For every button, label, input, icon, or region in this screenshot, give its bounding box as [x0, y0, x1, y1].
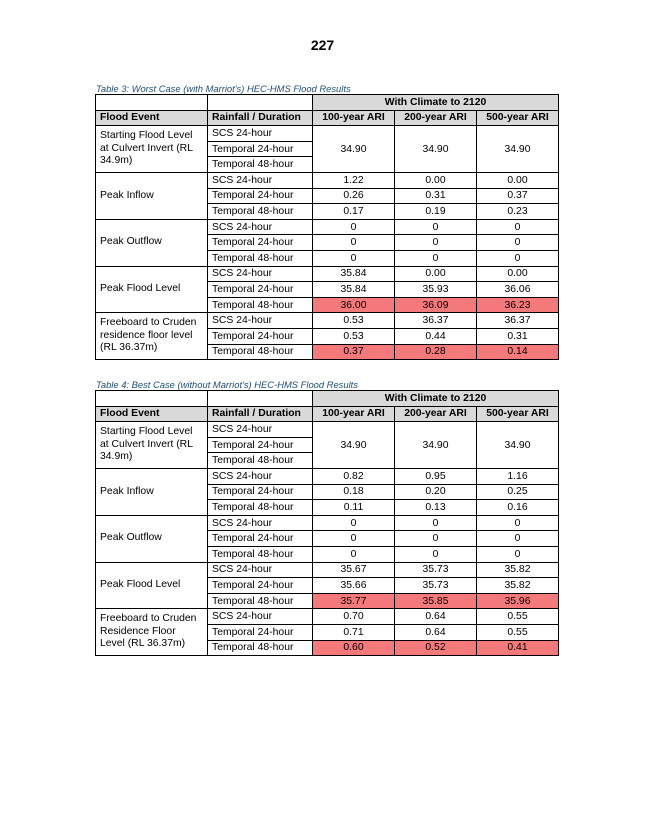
duration-cell: Temporal 48-hour — [208, 453, 313, 469]
duration-cell: SCS 24-hour — [208, 313, 313, 329]
table-row — [96, 266, 559, 282]
duration-cell: Temporal 48-hour — [208, 593, 313, 609]
duration-cell: SCS 24-hour — [208, 515, 313, 531]
value-cell: 1.16 — [477, 468, 559, 484]
value-cell: 0.00 — [477, 172, 559, 188]
table-row — [96, 422, 559, 438]
value-cell: 35.84 — [313, 266, 395, 282]
table4-best-case — [95, 390, 559, 656]
duration-cell: Temporal 24-hour — [208, 484, 313, 500]
value-cell: 35.93 — [395, 282, 477, 298]
value-cell: 35.73 — [395, 562, 477, 578]
value-cell: 35.82 — [477, 578, 559, 594]
table-row — [96, 468, 559, 484]
value-cell: 36.37 — [477, 313, 559, 329]
highlighted-value-cell: 36.09 — [395, 297, 477, 313]
value-cell: 0 — [477, 235, 559, 251]
table-row — [96, 172, 559, 188]
duration-cell: SCS 24-hour — [208, 219, 313, 235]
table-row — [96, 609, 559, 625]
duration-cell: SCS 24-hour — [208, 126, 313, 142]
value-cell: 0 — [313, 515, 395, 531]
duration-cell: Temporal 24-hour — [208, 531, 313, 547]
duration-cell: Temporal 48-hour — [208, 157, 313, 173]
flood-event-cell: Peak Outflow — [96, 219, 208, 266]
ari-200-header: 200-year ARI — [395, 406, 477, 422]
value-cell: 0.37 — [477, 188, 559, 204]
value-cell: 0.00 — [395, 172, 477, 188]
value-cell: 35.73 — [395, 578, 477, 594]
value-cell: 0 — [313, 546, 395, 562]
duration-cell: SCS 24-hour — [208, 562, 313, 578]
climate-group-header: With Climate to 2120 — [313, 391, 559, 407]
value-cell: 0.20 — [395, 484, 477, 500]
table3-worst-case — [95, 94, 559, 360]
ari-500-header: 500-year ARI — [477, 406, 559, 422]
rainfall-duration-header: Rainfall / Duration — [208, 406, 313, 422]
duration-cell: Temporal 24-hour — [208, 624, 313, 640]
table4-group-header-row — [96, 391, 559, 407]
value-cell: 0.00 — [395, 266, 477, 282]
flood-event-cell: Freeboard to Cruden Residence Floor Level (RL 36.37m) — [96, 609, 208, 656]
value-cell: 34.90 — [313, 126, 395, 173]
highlighted-value-cell: 35.85 — [395, 593, 477, 609]
value-cell: 0.00 — [477, 266, 559, 282]
duration-cell: Temporal 48-hour — [208, 546, 313, 562]
header-blank-cell — [96, 391, 208, 407]
value-cell: 35.66 — [313, 578, 395, 594]
value-cell: 0.82 — [313, 468, 395, 484]
table3-caption: Table 3: Worst Case (with Marriot's) HEC-HMS Flood Results — [96, 83, 351, 94]
value-cell: 34.90 — [395, 422, 477, 469]
value-cell: 0 — [313, 219, 395, 235]
table-row — [96, 313, 559, 329]
value-cell: 0 — [395, 531, 477, 547]
ari-100-header: 100-year ARI — [313, 406, 395, 422]
duration-cell: SCS 24-hour — [208, 468, 313, 484]
value-cell: 0.53 — [313, 328, 395, 344]
ari-500-header: 500-year ARI — [477, 110, 559, 126]
value-cell: 0.17 — [313, 204, 395, 220]
value-cell: 0.55 — [477, 609, 559, 625]
value-cell: 0 — [395, 546, 477, 562]
value-cell: 36.06 — [477, 282, 559, 298]
value-cell: 0 — [395, 235, 477, 251]
table3-group-header-row — [96, 95, 559, 111]
value-cell: 0 — [395, 515, 477, 531]
flood-event-cell: Peak Inflow — [96, 172, 208, 219]
highlighted-value-cell: 35.77 — [313, 593, 395, 609]
value-cell: 34.90 — [313, 422, 395, 469]
value-cell: 0.31 — [395, 188, 477, 204]
duration-cell: Temporal 48-hour — [208, 500, 313, 516]
value-cell: 35.67 — [313, 562, 395, 578]
flood-event-cell: Freeboard to Cruden residence floor level (RL 36.37m) — [96, 313, 208, 360]
value-cell: 35.82 — [477, 562, 559, 578]
value-cell: 0 — [313, 250, 395, 266]
value-cell: 0.18 — [313, 484, 395, 500]
value-cell: 0.25 — [477, 484, 559, 500]
duration-cell: Temporal 48-hour — [208, 297, 313, 313]
value-cell: 0.19 — [395, 204, 477, 220]
table-row — [96, 126, 559, 142]
header-blank-cell — [208, 95, 313, 111]
table4-caption: Table 4: Best Case (without Marriot's) HEC-HMS Flood Results — [96, 379, 358, 390]
flood-event-cell: Peak Flood Level — [96, 266, 208, 313]
table-row — [96, 515, 559, 531]
duration-cell: Temporal 24-hour — [208, 141, 313, 157]
duration-cell: Temporal 48-hour — [208, 640, 313, 656]
duration-cell: Temporal 24-hour — [208, 282, 313, 298]
duration-cell: Temporal 24-hour — [208, 328, 313, 344]
value-cell: 0.95 — [395, 468, 477, 484]
duration-cell: Temporal 48-hour — [208, 344, 313, 360]
header-blank-cell — [96, 95, 208, 111]
duration-cell: Temporal 24-hour — [208, 188, 313, 204]
value-cell: 0 — [477, 515, 559, 531]
header-blank-cell — [208, 391, 313, 407]
climate-group-header: With Climate to 2120 — [313, 95, 559, 111]
highlighted-value-cell: 0.60 — [313, 640, 395, 656]
highlighted-value-cell: 0.37 — [313, 344, 395, 360]
ari-200-header: 200-year ARI — [395, 110, 477, 126]
duration-cell: Temporal 48-hour — [208, 204, 313, 220]
value-cell: 0.44 — [395, 328, 477, 344]
flood-event-cell: Starting Flood Level at Culvert Invert (RL 34.9m) — [96, 422, 208, 469]
value-cell: 0.64 — [395, 624, 477, 640]
value-cell: 0 — [313, 531, 395, 547]
highlighted-value-cell: 0.28 — [395, 344, 477, 360]
page-number: 227 — [310, 37, 335, 53]
value-cell: 0.64 — [395, 609, 477, 625]
value-cell: 34.90 — [395, 126, 477, 173]
table4-column-header-row — [96, 406, 559, 422]
value-cell: 0.55 — [477, 624, 559, 640]
value-cell: 1.22 — [313, 172, 395, 188]
value-cell: 35.84 — [313, 282, 395, 298]
value-cell: 0.70 — [313, 609, 395, 625]
value-cell: 0 — [395, 250, 477, 266]
highlighted-value-cell: 0.14 — [477, 344, 559, 360]
value-cell: 0.71 — [313, 624, 395, 640]
value-cell: 36.37 — [395, 313, 477, 329]
duration-cell: SCS 24-hour — [208, 172, 313, 188]
value-cell: 0.16 — [477, 500, 559, 516]
value-cell: 34.90 — [477, 126, 559, 173]
flood-event-header: Flood Event — [96, 110, 208, 126]
value-cell: 0.11 — [313, 500, 395, 516]
value-cell: 0 — [477, 546, 559, 562]
value-cell: 0 — [477, 250, 559, 266]
value-cell: 0.23 — [477, 204, 559, 220]
highlighted-value-cell: 0.52 — [395, 640, 477, 656]
flood-event-header: Flood Event — [96, 406, 208, 422]
flood-event-cell: Starting Flood Level at Culvert Invert (RL 34.9m) — [96, 126, 208, 173]
table3-column-header-row — [96, 110, 559, 126]
flood-event-cell: Peak Inflow — [96, 468, 208, 515]
value-cell: 0.13 — [395, 500, 477, 516]
duration-cell: SCS 24-hour — [208, 422, 313, 438]
flood-event-cell: Peak Flood Level — [96, 562, 208, 609]
table-row — [96, 562, 559, 578]
ari-100-header: 100-year ARI — [313, 110, 395, 126]
highlighted-value-cell: 36.23 — [477, 297, 559, 313]
highlighted-value-cell: 0.41 — [477, 640, 559, 656]
value-cell: 0.26 — [313, 188, 395, 204]
highlighted-value-cell: 36.00 — [313, 297, 395, 313]
value-cell: 0 — [395, 219, 477, 235]
value-cell: 0 — [313, 235, 395, 251]
duration-cell: Temporal 24-hour — [208, 235, 313, 251]
duration-cell: Temporal 24-hour — [208, 578, 313, 594]
flood-event-cell: Peak Outflow — [96, 515, 208, 562]
highlighted-value-cell: 35.96 — [477, 593, 559, 609]
duration-cell: Temporal 24-hour — [208, 437, 313, 453]
value-cell: 34.90 — [477, 422, 559, 469]
duration-cell: Temporal 48-hour — [208, 250, 313, 266]
table-row — [96, 219, 559, 235]
rainfall-duration-header: Rainfall / Duration — [208, 110, 313, 126]
duration-cell: SCS 24-hour — [208, 609, 313, 625]
value-cell: 0.31 — [477, 328, 559, 344]
value-cell: 0 — [477, 219, 559, 235]
duration-cell: SCS 24-hour — [208, 266, 313, 282]
value-cell: 0.53 — [313, 313, 395, 329]
value-cell: 0 — [477, 531, 559, 547]
